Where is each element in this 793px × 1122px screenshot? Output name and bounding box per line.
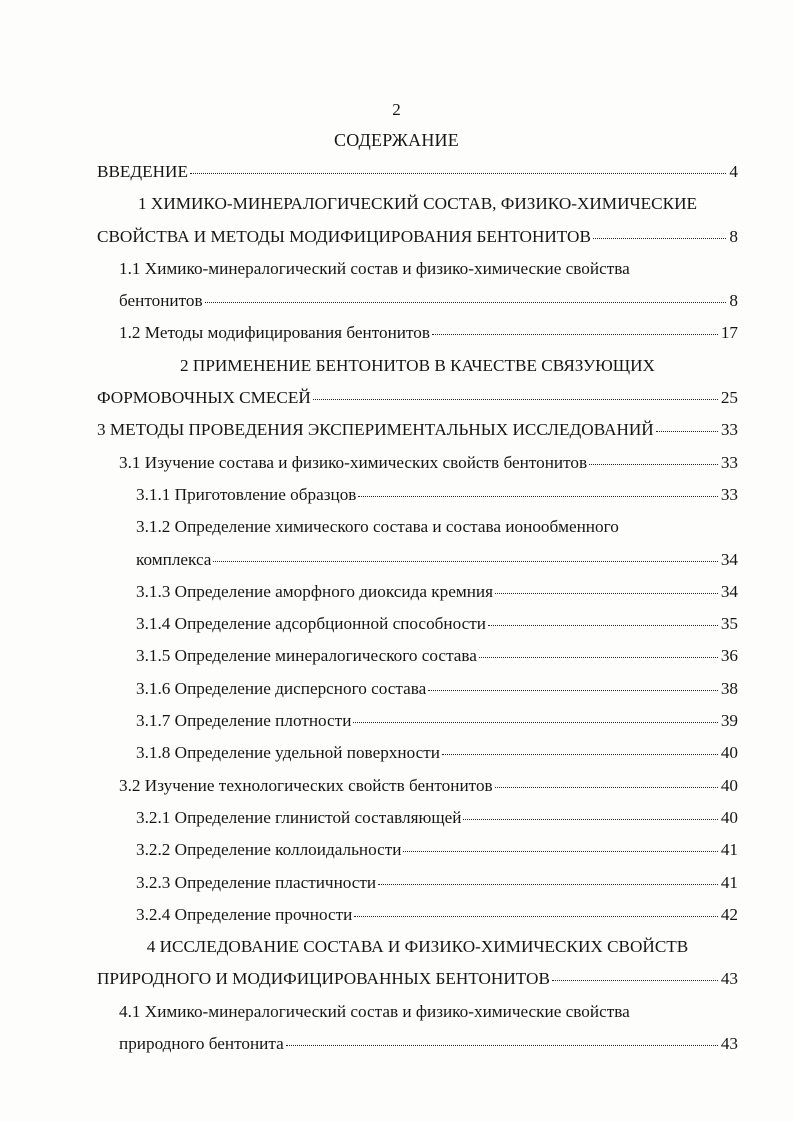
toc-heading-line xyxy=(97,255,738,287)
dot-leader xyxy=(213,561,717,562)
dot-leader xyxy=(358,496,717,497)
toc-entry-text: 3.1.1 Приготовление образцов xyxy=(136,484,357,504)
toc-page-number: 33 xyxy=(720,452,738,472)
toc-page-number: 4 xyxy=(729,162,738,181)
toc-page-number: 43 xyxy=(720,969,738,989)
toc-heading-line xyxy=(97,513,738,545)
toc-entry-text: 3.1.4 Определение адсорбционной способности xyxy=(136,614,486,634)
dot-leader xyxy=(205,302,727,303)
toc-page-number: 33 xyxy=(720,420,738,440)
toc-entry-text: 3.1.5 Определение минералогического состава xyxy=(136,646,477,666)
page-number: 2 xyxy=(392,100,401,119)
toc-entry[interactable] xyxy=(97,481,738,513)
toc-page-number: 43 xyxy=(720,1034,738,1054)
toc-entry-text: 3.2.1 Определение глинистой составляющей xyxy=(136,807,462,827)
toc-heading-line xyxy=(97,352,738,384)
dot-leader xyxy=(479,657,718,658)
toc-page-number: 8 xyxy=(729,291,738,311)
toc-entry[interactable] xyxy=(97,449,738,481)
toc-entry[interactable] xyxy=(97,965,738,997)
toc-entry[interactable] xyxy=(97,158,738,190)
toc-entry-text: 3.2.4 Определение прочности xyxy=(136,904,353,924)
toc-entry[interactable] xyxy=(97,223,738,255)
toc-page-number: 34 xyxy=(720,549,738,569)
toc-entry[interactable] xyxy=(97,772,738,804)
toc-entry-text: бентонитов xyxy=(119,291,203,311)
toc-entry-text: 3.1.2 Определение химического состава и состава ионообменного xyxy=(136,517,619,537)
toc-entry[interactable] xyxy=(97,804,738,836)
toc-entry[interactable] xyxy=(97,1030,738,1062)
toc-entry[interactable] xyxy=(97,384,738,416)
toc-entry-text: СВОЙСТВА И МЕТОДЫ МОДИФИЦИРОВАНИЯ БЕНТОНИТОВ xyxy=(97,226,591,246)
dot-leader xyxy=(488,625,718,626)
toc-entry[interactable] xyxy=(97,642,738,674)
dot-leader xyxy=(190,173,726,174)
dot-leader xyxy=(442,754,718,755)
toc-entry[interactable] xyxy=(97,739,738,771)
toc-entry-text: 3.1.3 Определение аморфного диоксида кремния xyxy=(136,581,494,601)
dot-leader xyxy=(432,334,718,335)
dot-leader xyxy=(463,819,717,820)
table-of-contents xyxy=(97,158,738,1062)
toc-page-number: 41 xyxy=(720,840,738,860)
toc-page-number: 17 xyxy=(720,323,738,343)
toc-page-number: 40 xyxy=(720,807,738,827)
dot-leader xyxy=(428,690,718,691)
dot-leader xyxy=(495,593,718,594)
toc-entry-text: 3.1.6 Определение дисперсного состава xyxy=(136,678,427,698)
toc-entry-text: 2 ПРИМЕНЕНИЕ БЕНТОНИТОВ В КАЧЕСТВЕ СВЯЗУЮЩИХ xyxy=(180,355,655,375)
toc-entry-text: природного бентонита xyxy=(119,1034,284,1054)
toc-entry-text: 1 ХИМИКО-МИНЕРАЛОГИЧЕСКИЙ СОСТАВ, ФИЗИКО-ХИМИЧЕСКИЕ xyxy=(138,194,697,214)
dot-leader xyxy=(286,1045,718,1046)
toc-page-number: 40 xyxy=(720,743,738,763)
toc-entry-text: 3.2 Изучение технологических свойств бентонитов xyxy=(119,775,493,795)
toc-entry-text: ВВЕДЕНИЕ xyxy=(97,162,188,181)
toc-entry-text: 1.2 Методы модифицирования бентонитов xyxy=(119,323,431,343)
toc-page-number: 34 xyxy=(720,581,738,601)
toc-entry-text: ФОРМОВОЧНЫХ СМЕСЕЙ xyxy=(97,388,311,408)
toc-entry[interactable] xyxy=(97,287,738,319)
dot-leader xyxy=(656,431,718,432)
toc-page-number: 39 xyxy=(720,711,738,731)
dot-leader xyxy=(593,238,726,239)
dot-leader xyxy=(552,980,718,981)
toc-entry-text: 4 ИССЛЕДОВАНИЕ СОСТАВА И ФИЗИКО-ХИМИЧЕСКИХ СВОЙСТВ xyxy=(146,937,689,957)
toc-page-number: 41 xyxy=(720,872,738,892)
toc-entry-text: 3.1 Изучение состава и физико-химических свойств бентонитов xyxy=(119,452,588,472)
toc-page-number: 36 xyxy=(720,646,738,666)
toc-heading-line xyxy=(97,190,738,222)
toc-entry[interactable] xyxy=(97,836,738,868)
toc-entry[interactable] xyxy=(97,416,738,448)
toc-page-number: 35 xyxy=(720,614,738,634)
toc-entry[interactable] xyxy=(97,675,738,707)
page-title: СОДЕРЖАНИЕ xyxy=(334,130,459,150)
toc-entry-text: 3.2.2 Определение коллоидальности xyxy=(136,840,402,860)
toc-entry-text: комплекса xyxy=(136,549,212,569)
toc-entry-text: ПРИРОДНОГО И МОДИФИЦИРОВАННЫХ БЕНТОНИТОВ xyxy=(97,969,550,989)
toc-page-number: 38 xyxy=(720,678,738,698)
dot-leader xyxy=(353,722,717,723)
toc-entry[interactable] xyxy=(97,901,738,933)
toc-entry[interactable] xyxy=(97,319,738,351)
dot-leader xyxy=(313,399,718,400)
dot-leader xyxy=(354,916,717,917)
toc-heading-line xyxy=(97,998,738,1030)
toc-entry[interactable] xyxy=(97,578,738,610)
dot-leader xyxy=(495,787,718,788)
toc-page-number: 25 xyxy=(720,388,738,408)
toc-entry[interactable] xyxy=(97,707,738,739)
toc-page-number: 40 xyxy=(720,775,738,795)
dot-leader xyxy=(378,884,718,885)
toc-heading-line xyxy=(97,933,738,965)
toc-entry-text: 3.1.8 Определение удельной поверхности xyxy=(136,743,440,763)
toc-entry-text: 3 МЕТОДЫ ПРОВЕДЕНИЯ ЭКСПЕРИМЕНТАЛЬНЫХ ИССЛЕДОВАНИЙ xyxy=(97,420,654,440)
toc-page-number: 8 xyxy=(729,226,738,246)
toc-page-number: 42 xyxy=(720,904,738,924)
dot-leader xyxy=(589,464,718,465)
toc-entry[interactable] xyxy=(97,546,738,578)
toc-entry-text: 1.1 Химико-минералогический состав и физико-химические свойства xyxy=(119,258,630,278)
toc-entry-text: 3.1.7 Определение плотности xyxy=(136,711,352,731)
toc-entry[interactable] xyxy=(97,869,738,901)
toc-entry-text: 4.1 Химико-минералогический состав и физико-химические свойства xyxy=(119,1001,630,1021)
toc-page-number: 33 xyxy=(720,484,738,504)
dot-leader xyxy=(403,851,717,852)
toc-entry[interactable] xyxy=(97,610,738,642)
toc-entry-text: 3.2.3 Определение пластичности xyxy=(136,872,377,892)
